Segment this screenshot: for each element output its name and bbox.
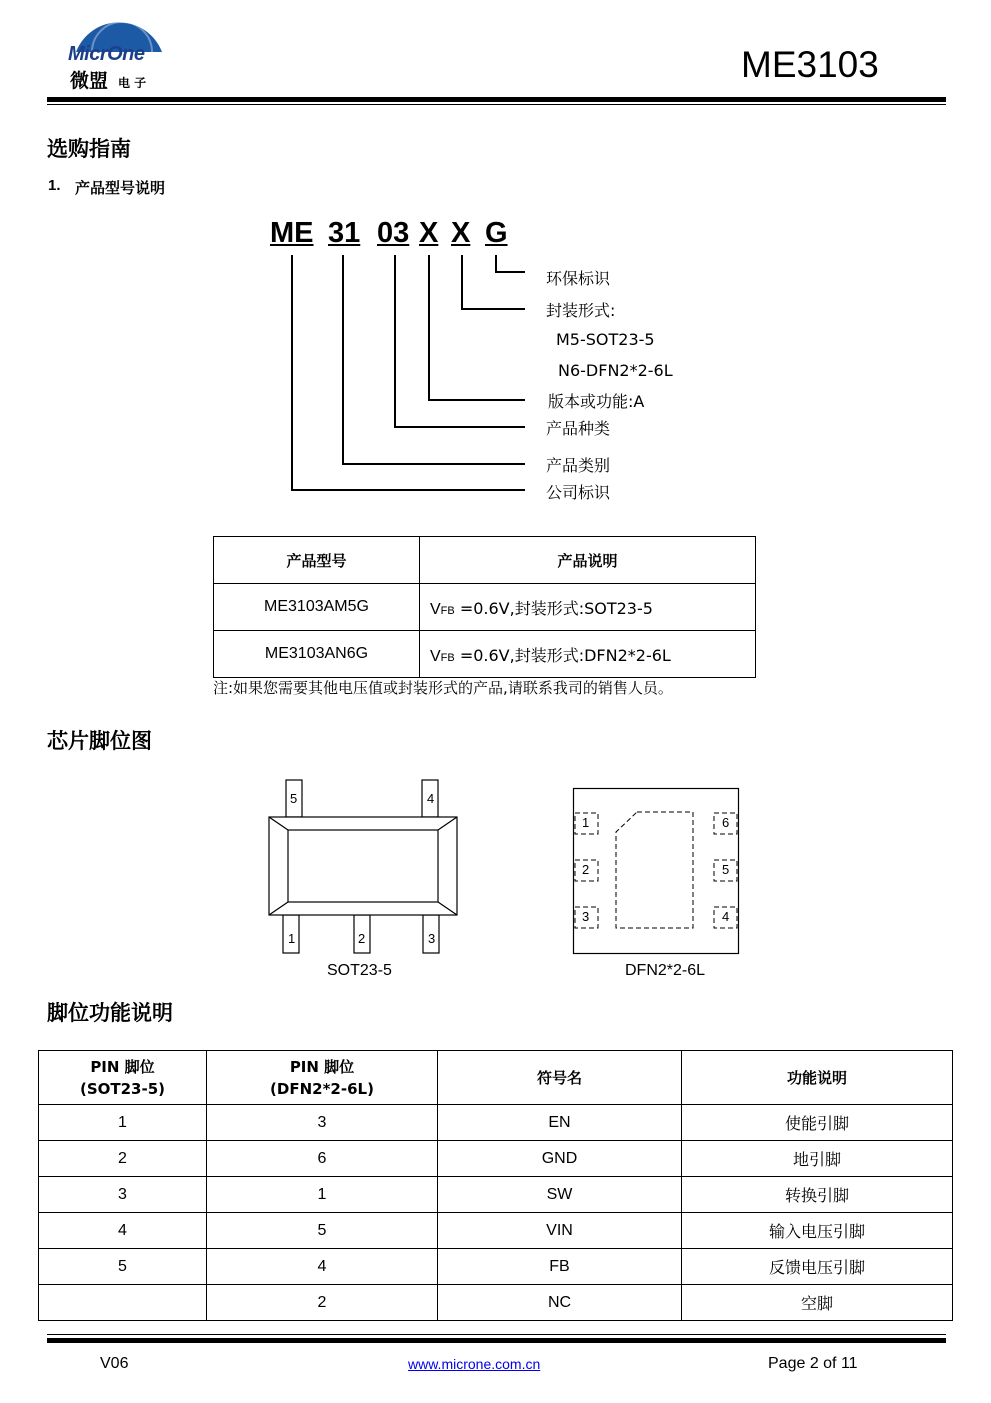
label-kind: 产品种类 [546, 419, 611, 438]
dfn-pin-6: 6 [722, 815, 730, 830]
pin-function-table [38, 1050, 953, 1321]
doc-title: ME3103 [741, 44, 879, 85]
order-table [213, 536, 756, 678]
subsection-number: 1. [48, 177, 61, 194]
order-model: ME3103AM5G [214, 584, 420, 631]
sot-pin-1: 1 [288, 931, 296, 946]
table-row [39, 1249, 953, 1285]
subsection-title: 产品型号说明 [75, 179, 166, 197]
cell-function: 地引脚 [682, 1141, 953, 1177]
sot-pin-4: 4 [427, 791, 435, 806]
table-row [39, 1141, 953, 1177]
table-row [39, 1105, 953, 1141]
cell-sot: 2 [39, 1141, 207, 1177]
footer-rule [47, 1338, 946, 1343]
cell-dfn: 3 [207, 1105, 438, 1141]
cell-symbol: EN [438, 1105, 682, 1141]
cell-sot: 3 [39, 1177, 207, 1213]
order-desc: VFB =0.6V,封装形式:DFN2*2-6L [420, 631, 756, 678]
dfn-label: DFN2*2-6L [625, 962, 706, 979]
order-model: ME3103AN6G [214, 631, 420, 678]
section-title-pinout: 芯片脚位图 [47, 729, 152, 753]
code-part-package: X [451, 217, 471, 249]
cell-function: 输入电压引脚 [682, 1213, 953, 1249]
footer-rule-thin [47, 1334, 946, 1335]
pin-header-function: 功能说明 [682, 1051, 953, 1105]
pin-header-sot: PIN 脚位 (SOT23-5) [39, 1051, 207, 1105]
dfn-pin-5: 5 [722, 862, 730, 877]
cell-function: 使能引脚 [682, 1105, 953, 1141]
code-part-env: G [485, 217, 508, 249]
code-part-company: ME [270, 217, 314, 249]
dfn-pin-3: 3 [582, 909, 590, 924]
cell-symbol: NC [438, 1285, 682, 1321]
cell-symbol: GND [438, 1141, 682, 1177]
cell-dfn: 5 [207, 1213, 438, 1249]
sot-pin-2: 2 [358, 931, 366, 946]
logo-cn-small: 电 子 [118, 76, 147, 90]
footer-page: Page 2 of 11 [768, 1355, 858, 1372]
sot-pin-5: 5 [290, 791, 298, 806]
section-title-ordering: 选购指南 [47, 137, 131, 161]
pin-header-dfn: PIN 脚位 (DFN2*2-6L) [207, 1051, 438, 1105]
label-category: 产品类别 [546, 456, 611, 475]
table-row [39, 1177, 953, 1213]
sot-pin-3: 3 [428, 931, 436, 946]
sot-label: SOT23-5 [327, 962, 392, 979]
pin-header-symbol: 符号名 [438, 1051, 682, 1105]
label-company: 公司标识 [546, 483, 611, 502]
code-part-category: 31 [328, 217, 361, 249]
cell-function: 反馈电压引脚 [682, 1249, 953, 1285]
order-note: 注:如果您需要其他电压值或封装形式的产品,请联系我司的销售人员。 [213, 679, 673, 697]
order-header-desc: 产品说明 [420, 537, 756, 584]
dfn-pin-4: 4 [722, 909, 730, 924]
cell-function: 转换引脚 [682, 1177, 953, 1213]
dfn-pin-1: 1 [582, 815, 590, 830]
cell-dfn: 1 [207, 1177, 438, 1213]
cell-sot: 5 [39, 1249, 207, 1285]
cell-symbol: FB [438, 1249, 682, 1285]
cell-dfn: 2 [207, 1285, 438, 1321]
dfn-diagram [570, 785, 745, 957]
cell-symbol: VIN [438, 1213, 682, 1249]
cell-dfn: 6 [207, 1141, 438, 1177]
cell-sot: 1 [39, 1105, 207, 1141]
table-row [39, 1213, 953, 1249]
code-part-version: X [419, 217, 439, 249]
cell-function: 空脚 [682, 1285, 953, 1321]
order-header-model: 产品型号 [214, 537, 420, 584]
label-env: 环保标识 [546, 269, 611, 288]
logo-cn: 微盟 [70, 70, 109, 92]
section-title-pin-function: 脚位功能说明 [47, 1001, 173, 1025]
code-leader-lines [0, 0, 991, 520]
cell-symbol: SW [438, 1177, 682, 1213]
cell-sot: 4 [39, 1213, 207, 1249]
label-pkg1: M5-SOT23-5 [556, 330, 655, 349]
cell-sot [39, 1285, 207, 1321]
table-row [214, 584, 756, 631]
label-version: 版本或功能:A [548, 392, 645, 411]
dfn-pin-2: 2 [582, 862, 590, 877]
code-part-kind: 03 [377, 217, 410, 249]
table-row [39, 1285, 953, 1321]
label-pkg2: N6-DFN2*2-6L [558, 361, 673, 380]
footer-url-link[interactable]: www.microne.com.cn [408, 1356, 541, 1372]
cell-dfn: 4 [207, 1249, 438, 1285]
logo-text: MicrOne [68, 43, 145, 65]
table-row [214, 631, 756, 678]
footer-version: V06 [100, 1355, 129, 1372]
order-desc: VFB =0.6V,封装形式:SOT23-5 [420, 584, 756, 631]
label-package: 封装形式: [546, 301, 616, 320]
